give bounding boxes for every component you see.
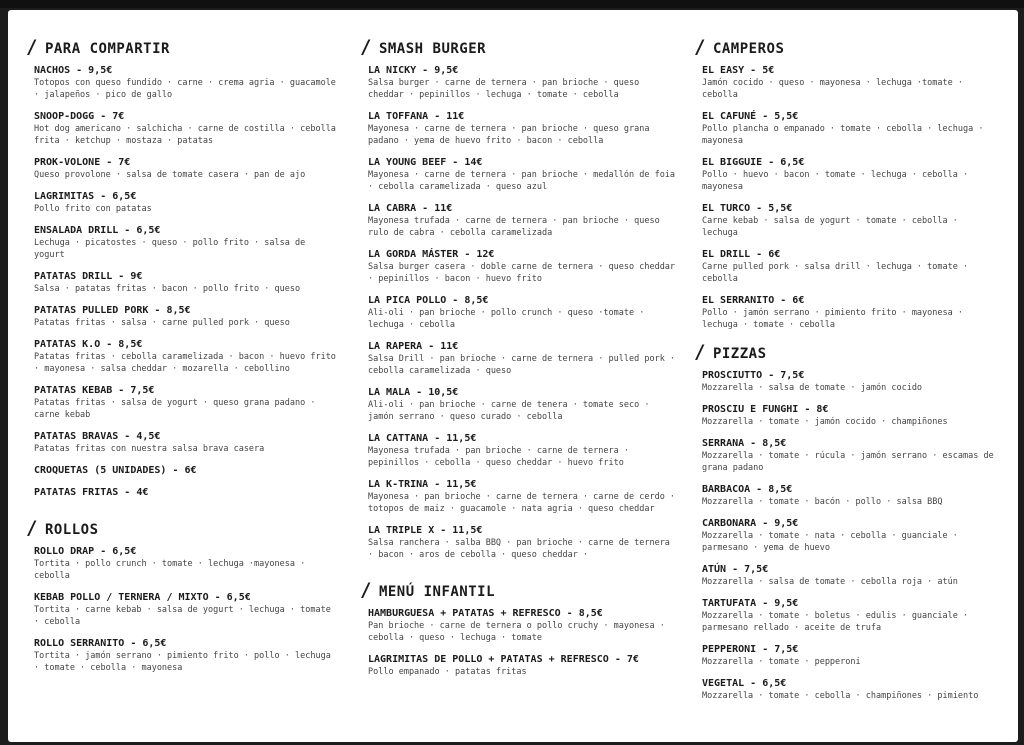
menu-item-tartufata: TARTUFATA - 9,5€ Mozzarella · tomate · boletus · edulis · guanciale · parmesano rellado · aceite de trufa bbox=[702, 598, 969, 633]
menu-item-serrana: SERRANA - 8,5€ Mozzarella · tomate · rúcula · jamón serrano · escamas de grana padano bbox=[702, 438, 994, 473]
menu-item-carbonara: CARBONARA - 9,5€ Mozzarella · tomate · nata · cebolla · guanciale · parmesano · yema de huevo bbox=[702, 518, 958, 553]
menu-item-la-toffana: LA TOFFANA - 11€ Mayonesa · carne de ternera · pan brioche · queso grana padano · yema de huevo frito · bacon · cebolla bbox=[368, 111, 650, 146]
menu-item-patatas-fritas: PATATAS FRITAS - 4€ bbox=[34, 487, 149, 498]
menu-item-el-drill: EL DRILL - 6€ Carne pulled pork · salsa drill · lechuga · tomate · cebolla bbox=[702, 249, 969, 284]
menu-item-la-k-trina: LA K-TRINA - 11,5€ Mayonesa · pan brioche · carne de ternera · carne de cerdo · totopos de maiz · guacamole · nata agria · queso cheddar bbox=[368, 479, 676, 514]
section-title-camperos: / CAMPEROS bbox=[694, 36, 785, 58]
menu-item-prosciutto: PROSCIUTTO - 7,5€ Mozzarella · salsa de tomate · jamón cocido bbox=[702, 370, 923, 393]
top-bar bbox=[0, 0, 1024, 8]
menu-item-patatas-ko: PATATAS K.O - 8,5€ Patatas fritas · cebolla caramelizada · bacon · huevo frito · mayonesa · salsa cheddar · mozarella · cebollino bbox=[34, 339, 336, 374]
menu-item-rollo-drap: ROLLO DRAP - 6,5€ Tortita · pollo crunch · tomate · lechuga ·mayonesa · cebolla bbox=[34, 546, 306, 581]
menu-column-left bbox=[24, 36, 336, 684]
menu-item-lagrimitas-infantil: LAGRIMITAS DE POLLO + PATATAS + REFRESCO - 7€ Pollo empanado · patatas fritas bbox=[368, 654, 639, 677]
menu-item-rollo-serranito: ROLLO SERRANITO - 6,5€ Tortita · jamón serrano · pimiento frito · pollo · lechuga · tomate · cebolla · mayonesa bbox=[34, 638, 331, 673]
menu-item-la-nicky: LA NICKY - 9,5€ Salsa burger · carne de ternera · pan brioche · queso cheddar · pepinillos · lechuga · tomate · cebolla bbox=[368, 65, 640, 100]
menu-item-patatas-drill: PATATAS DRILL - 9€ Salsa · patatas fritas · bacon · pollo frito · queso bbox=[34, 271, 301, 294]
menu-item-vegetal: VEGETAL - 6,5€ Mozzarella · tomate · cebolla · champiñones · pimiento bbox=[702, 678, 979, 701]
menu-item-el-easy: EL EASY - 5€ Jamón cocido · queso · mayonesa · lechuga ·tomate · cebolla bbox=[702, 65, 963, 100]
menu-item-pepperoni: PEPPERONI - 7,5€ Mozzarella · tomate · pepperoni bbox=[702, 644, 861, 667]
menu-item-prok-volone: PROK-VOLONE - 7€ Queso provolone · salsa de tomate casera · pan de ajo bbox=[34, 157, 306, 180]
menu-item-snoop-dogg: SNOOP-DOGG - 7€ Hot dog americano · salchicha · carne de costilla · cebolla frita · ketchup · mostaza · patatas bbox=[34, 111, 336, 146]
menu-item-croquetas: CROQUETAS (5 UNIDADES) - 6€ bbox=[34, 465, 197, 476]
menu-item-nachos: NACHOS - 9,5€ Totopos con queso fundido · carne · crema agria · guacamole · jalapeños · pico de gallo bbox=[34, 65, 336, 100]
section-title-menu-infantil: / MENÚ INFANTIL bbox=[360, 579, 496, 601]
menu-item-la-pica-pollo: LA PICA POLLO - 8,5€ Ali-oli · pan brioche · pollo crunch · queso ·tomate · lechuga · cebolla bbox=[368, 295, 645, 330]
menu-item-kebab-pollo: KEBAB POLLO / TERNERA / MIXTO - 6,5€ Tortita · carne kebab · salsa de yogurt · lechuga · tomate · cebolla bbox=[34, 592, 331, 627]
menu-item-patatas-bravas: PATATAS BRAVAS - 4,5€ Patatas fritas con nuestra salsa brava casera bbox=[34, 431, 265, 454]
menu-sheet bbox=[8, 10, 1018, 742]
menu-item-la-cabra: LA CABRA - 11€ Mayonesa trufada · carne de ternera · pan brioche · queso rulo de cabra · cebolla caramelizada bbox=[368, 203, 660, 238]
section-title-smash-burger: / SMASH BURGER bbox=[360, 36, 487, 58]
section-title-rollos: / ROLLOS bbox=[26, 517, 99, 539]
menu-item-el-bigguie: EL BIGGUIE - 6,5€ Pollo · huevo · bacon · tomate · lechuga · cebolla · mayonesa bbox=[702, 157, 969, 192]
menu-item-la-mala: LA MALA - 10,5€ Ali-oli · pan brioche · carne de tenera · tomate seco · jamón serrano · queso curado · cebolla bbox=[368, 387, 650, 422]
menu-item-la-gorda-master: LA GORDA MÁSTER - 12€ Salsa burger casera · doble carne de ternera · queso cheddar · pepinillos · bacon · huevo frito bbox=[368, 249, 676, 284]
menu-item-la-young-beef: LA YOUNG BEEF - 14€ Mayonesa · carne de ternera · pan brioche · medallón de foia · cebolla caramelizada · queso azul bbox=[368, 157, 676, 192]
menu-column-right bbox=[692, 36, 997, 712]
menu-item-patatas-kebab: PATATAS KEBAB - 7,5€ Patatas fritas · salsa de yogurt · queso grana padano · carne kebab bbox=[34, 385, 316, 420]
section-title-para-compartir: / PARA COMPARTIR bbox=[26, 36, 170, 58]
menu-item-atun: ATÚN - 7,5€ Mozzarella · salsa de tomate · cebolla roja · atún bbox=[702, 564, 958, 587]
section-title-pizzas: / PIZZAS bbox=[694, 341, 767, 363]
menu-item-el-turco: EL TURCO - 5,5€ Carne kebab · salsa de yogurt · tomate · cebolla · lechuga bbox=[702, 203, 958, 238]
menu-item-la-rapera: LA RAPERA - 11€ Salsa Drill · pan brioche · carne de ternera · pulled pork · cebolla caramelizada · queso bbox=[368, 341, 676, 376]
menu-item-lagrimitas: LAGRIMITAS - 6,5€ Pollo frito con patatas bbox=[34, 191, 152, 214]
menu-item-prosciu-e-funghi: PROSCIU E FUNGHI - 8€ Mozzarella · tomate · jamón cocido · champiñones bbox=[702, 404, 948, 427]
menu-item-hamburguesa-infantil: HAMBURGUESA + PATATAS + REFRESCO - 8,5€ Pan brioche · carne de ternera o pollo cruchy · mayonesa · cebolla · queso · lechuga · tomate bbox=[368, 608, 665, 643]
menu-item-el-serranito: EL SERRANITO - 6€ Pollo · jamón serrano · pimiento frito · mayonesa · lechuga · tomate · cebolla bbox=[702, 295, 963, 330]
menu-item-la-triple-x: LA TRIPLE X - 11,5€ Salsa ranchera · salba BBQ · pan brioche · carne de ternera · bacon · aros de cebolla · queso cheddar · bbox=[368, 525, 670, 560]
menu-item-el-cafune: EL CAFUNÉ - 5,5€ Pollo plancha o empanado · tomate · cebolla · lechuga · mayonesa bbox=[702, 111, 984, 146]
menu-item-la-cattana: LA CATTANA - 11,5€ Mayonesa trufada · pan brioche · carne de ternera · pepinillos · cebolla · queso cheddar · huevo frito bbox=[368, 433, 629, 468]
menu-item-ensalada-drill: ENSALADA DRILL - 6,5€ Lechuga · picatostes · queso · pollo frito · salsa de yogurt bbox=[34, 225, 306, 260]
menu-column-middle bbox=[358, 36, 676, 688]
menu-item-patatas-pulled-pork: PATATAS PULLED PORK - 8,5€ Patatas fritas · salsa · carne pulled pork · queso bbox=[34, 305, 290, 328]
menu-item-barbacoa: BARBACOA - 8,5€ Mozzarella · tomate · bacón · pollo · salsa BBQ bbox=[702, 484, 943, 507]
